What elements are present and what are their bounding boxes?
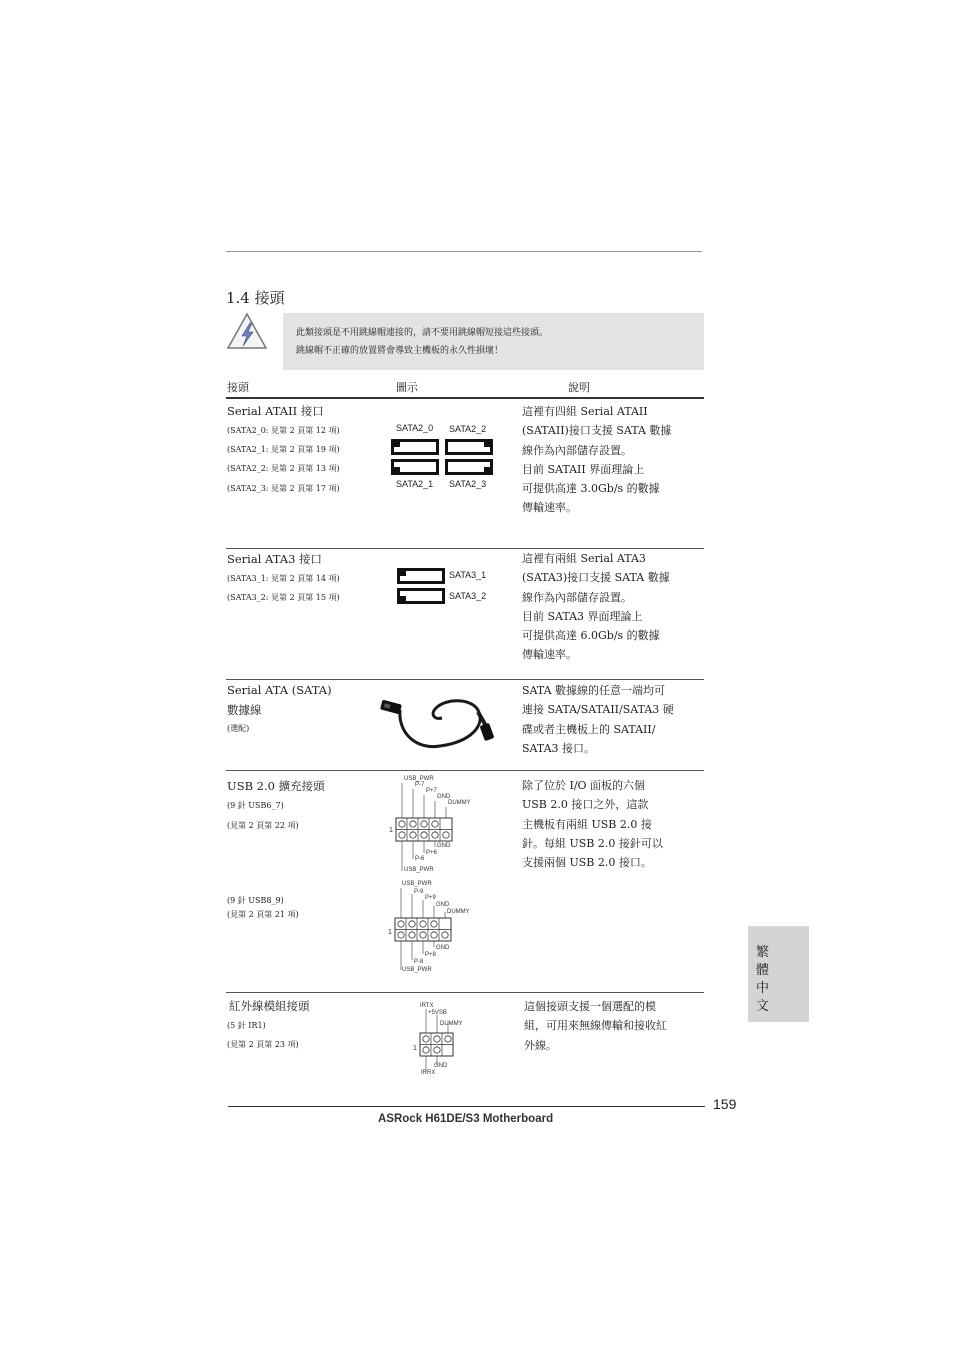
ir-pin-diagram [412,1001,482,1081]
desc-line: 目前 SATA3 界面理論上 [522,609,643,623]
language-side-text: 繁體中文 [756,945,770,1014]
cable-sub: (選配) [227,724,250,733]
desc-line: 傳輸速率。 [522,648,577,662]
ir-pin-bottom-1: IRRX [421,1070,436,1076]
sata3-name: Serial ATA3 接口 [227,552,323,566]
desc-line: 碟或者主機板上的 SATAII/ [522,722,656,736]
usb-b-pin-bottom-0: GND [436,945,450,951]
ir-sub-1: (5 針 IR1) [227,1021,266,1030]
top-rule [226,251,702,252]
desc-line: 外線。 [524,1038,557,1052]
ir-pin-top-0: IRTX [420,1003,434,1009]
usb-a-pin-bottom-1: P+6 [426,850,437,856]
ir-description [524,997,667,1055]
desc-line: 線作為內部儲存設置。 [522,590,632,604]
ir-leader-lines [412,1001,482,1081]
cable-name-2: 數據線 [227,703,262,717]
usb-a-pin-bottom-3: USB_PWR [404,867,434,873]
footer-title: ASRock H61DE/S3 Motherboard [378,1113,554,1125]
usb-a-pin-top-1: P-7 [415,782,425,788]
header-description: 說明 [568,381,590,394]
desc-line: 可提供高達 6.0Gb/s 的數據 [522,629,660,643]
desc-line: 組，可用來無線傳輸和接收紅 [524,1019,667,1033]
usb-sub-1: (9 針 USB6_7) [227,801,284,810]
usb-a-pin-bottom-0: GND [437,843,451,849]
usb-name: USB 2.0 擴充接頭 [227,779,325,793]
usb-b-pin-bottom-1: P+8 [425,952,436,958]
desc-line: 這裡有四組 Serial ATAII [522,405,648,418]
desc-line: 支援兩個 USB 2.0 接口。 [522,856,652,870]
usb-b-pin-top-0: USB_PWR [402,881,432,887]
usb-description [522,776,663,872]
usb-sub-3: (9 針 USB8_9) [227,896,284,905]
usb-a-pin-top-3: GND [437,794,451,800]
footer-rule [228,1106,705,1107]
ir-pin-one: 1 [413,1045,417,1052]
warning-triangle-icon [226,311,268,351]
sata2-label-2: SATA2_2 [449,424,487,434]
desc-line: 可提供高達 3.0Gb/s 的數據 [522,482,660,496]
desc-line: 傳輸速率。 [522,501,577,515]
sata-cable-image [378,688,498,752]
usb-b-pin-top-2: P+9 [425,895,436,901]
usb-a-pin-bottom-2: P-6 [415,856,425,862]
ir-name: 紅外線模組接頭 [229,999,310,1013]
usb-b-pin-bottom-2: P-8 [414,959,424,965]
row-rule [226,992,704,993]
sata2-connectors-diagram [390,437,494,479]
sata3-label-2: SATA3_2 [449,591,487,601]
row-rule [226,770,704,771]
usb6-7-pin-diagram [386,775,486,880]
desc-line: 針。每組 USB 2.0 接針可以 [522,836,663,850]
usb-a-pin-top-2: P+7 [426,788,437,794]
cable-name: Serial ATA (SATA) [227,683,332,697]
cable-description [522,681,674,758]
desc-line: 目前 SATAII 界面理論上 [522,462,645,476]
sata2-description [522,402,671,518]
desc-line: (SATAII)接口支援 SATA 數據 [522,424,672,438]
desc-line: SATA3 接口。 [522,741,596,755]
usb-a-pin-top-0: USB_PWR [404,776,434,782]
desc-line: 連接 SATA/SATAII/SATA3 硬 [522,703,674,717]
header-rule [226,397,704,399]
sata3-sub-1: (SATA3_2: 見第 2 頁第 15 項) [227,593,340,602]
sata2-label-0: SATA2_0 [396,423,434,433]
usb-sub-2: (見第 2 頁第 22 項) [227,821,299,830]
header-connector: 接頭 [227,381,249,394]
usb-sub-4: (見第 2 頁第 21 項) [227,910,299,919]
sata2-label-1: SATA2_1 [396,479,434,489]
sata2-sub-3: (SATA2_3: 見第 2 頁第 17 項) [227,484,340,493]
desc-line: SATA 數據線的任意一端均可 [522,684,666,697]
sata2-sub-1: (SATA2_1: 見第 2 頁第 19 項) [227,445,340,454]
sata3-connectors-diagram [396,567,448,607]
ir-pin-bottom-0: GND [434,1063,448,1069]
usb8-9-pin-diagram [385,880,485,980]
desc-line: USB 2.0 接口之外，這款 [522,798,649,812]
sata3-label-1: SATA3_1 [449,570,487,580]
sata3-sub-0: (SATA3_1: 見第 2 頁第 14 項) [227,574,340,583]
usb-b-pin-top-1: P-9 [414,889,424,895]
row-rule [226,679,704,680]
sata2-name: Serial ATAII 接口 [227,404,324,418]
usb-a-pin-one: 1 [389,827,393,834]
warning-line-2: 跳線帽不正確的放置將會導致主機板的永久性損壞！ [296,346,504,356]
desc-line: 除了位於 I/O 面板的六個 [522,779,646,792]
usb-a-pin-top-4: DUMMY [448,800,471,806]
ir-sub-2: (見第 2 頁第 23 項) [227,1040,299,1049]
warning-line-1: 此類接頭是不用跳線帽連接的，請不要用跳線帽短接這些接頭。 [296,328,549,338]
sata3-description [522,549,670,665]
page-number: 159 [713,1096,737,1112]
desc-line: 這裡有兩組 Serial ATA3 [522,552,646,565]
warning-text [296,324,548,360]
section-title: 1.4 接頭 [226,289,285,307]
sata2-sub-2: (SATA2_2: 見第 2 頁第 13 項) [227,464,340,473]
desc-line: 主機板有兩組 USB 2.0 接 [522,817,652,831]
desc-line: 這個接頭支援一個選配的模 [524,1000,656,1013]
usb-b-pin-one: 1 [388,929,392,936]
header-diagram: 圖示 [396,381,418,394]
desc-line: 線作為內部儲存設置。 [522,443,632,457]
sata2-label-3: SATA2_3 [449,479,487,489]
ir-pin-top-2: DUMMY [440,1021,463,1027]
desc-line: (SATA3)接口支援 SATA 數據 [522,571,670,585]
sata2-sub-0: (SATA2_0: 見第 2 頁第 12 項) [227,426,340,435]
ir-pin-top-1: +5VSB [428,1010,447,1016]
usb-b-pin-top-3: GND [436,902,450,908]
usb-b-pin-top-4: DUMMY [447,909,470,915]
usb-b-pin-bottom-3: USB_PWR [402,967,432,973]
